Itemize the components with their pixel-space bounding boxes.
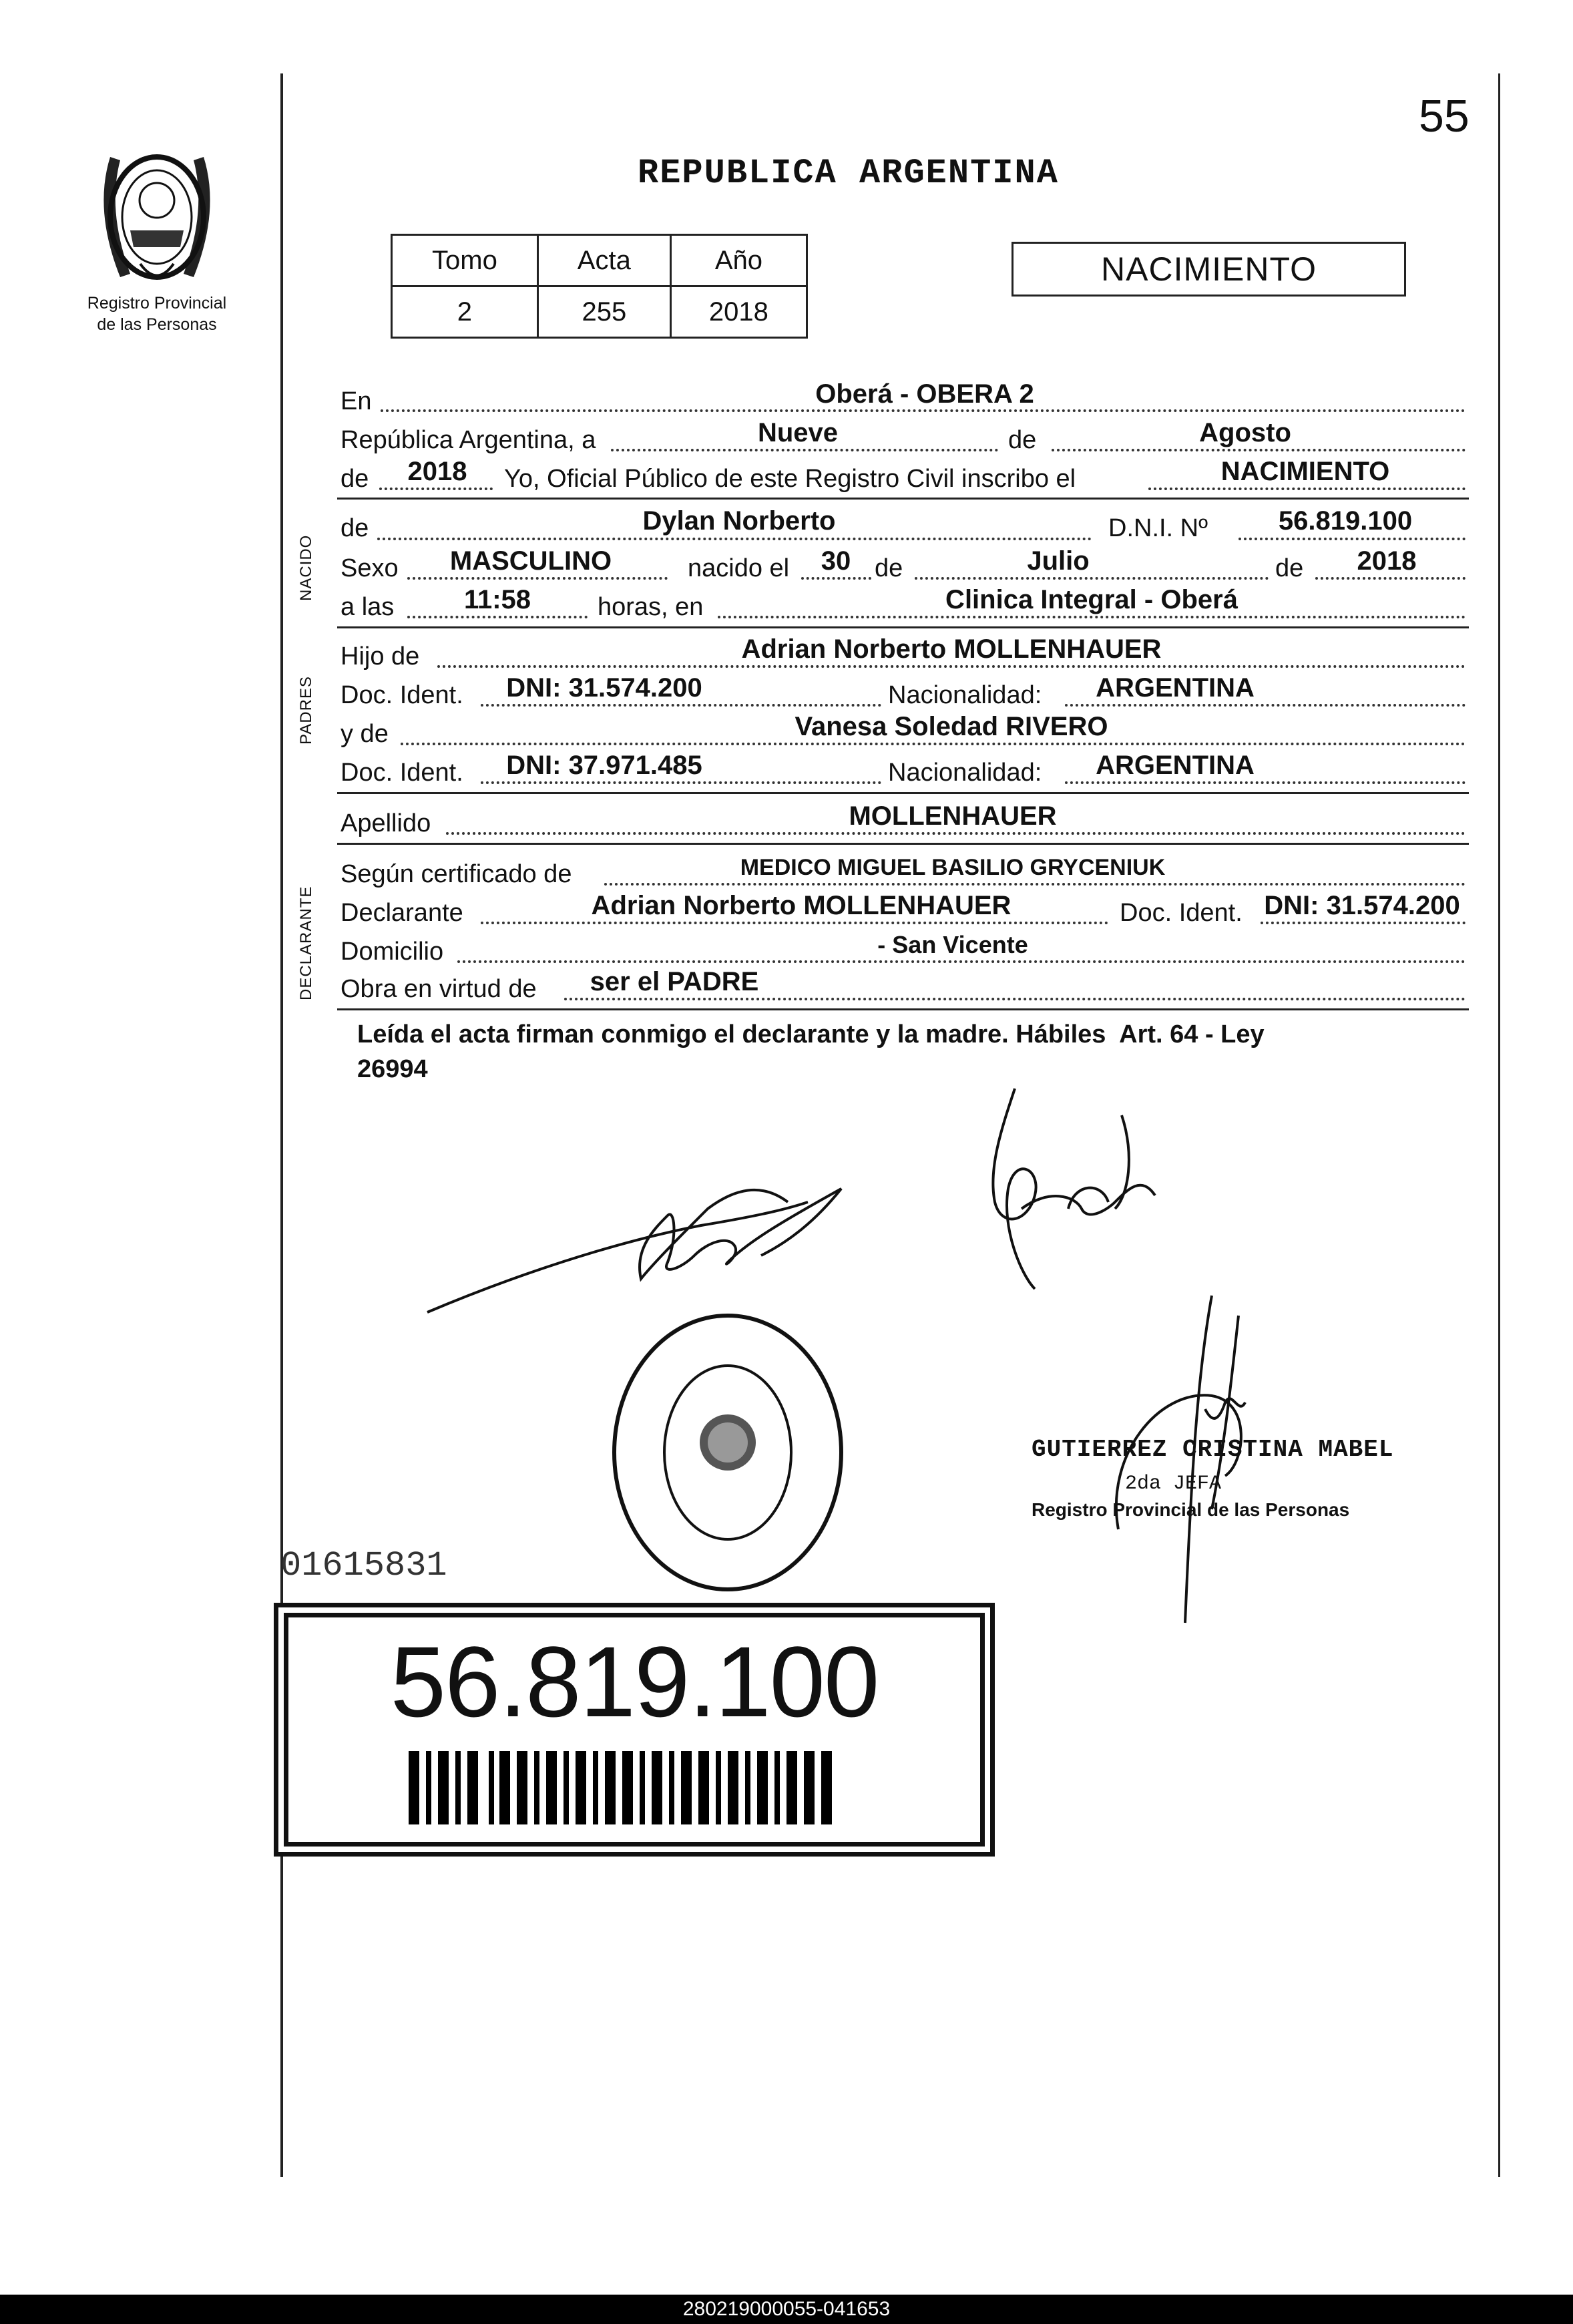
- day-value: Nueve: [757, 418, 839, 447]
- mother-name-value: Vanesa Soledad RIVERO: [795, 712, 1108, 741]
- logo-caption-line2: de las Personas: [97, 315, 217, 334]
- sticker-number: 56.819.100: [390, 1625, 879, 1738]
- mother-nat-dotted-line: [1065, 781, 1466, 784]
- nacido-de-label: de: [341, 514, 369, 542]
- de-label-1: de: [1008, 426, 1037, 454]
- horas-en-label: horas, en: [598, 593, 704, 621]
- inscribo-dotted-line: [1148, 488, 1466, 490]
- closing-text-line2: 26994: [357, 1055, 428, 1083]
- declarante-dni-value: DNI: 31.574.200: [1264, 891, 1460, 920]
- en-dotted-line: [381, 409, 1466, 412]
- en-value: Oberá - OBERA 2: [815, 379, 1034, 409]
- en-label: En: [341, 387, 372, 415]
- doc-type-box: [1012, 242, 1406, 297]
- child-name-value: Dylan Norberto: [642, 506, 836, 536]
- mother-doc-ident-label: Doc. Ident.: [341, 759, 463, 787]
- birth-month-dotted-line: [915, 577, 1269, 580]
- sexo-label: Sexo: [341, 554, 399, 582]
- father-name-value: Adrian Norberto MOLLENHAUER: [741, 634, 1162, 664]
- left-margin-line: [280, 73, 283, 2177]
- domicilio-label: Domicilio: [341, 938, 444, 966]
- father-nat-dotted-line: [1065, 704, 1466, 707]
- name-dotted-line: [377, 538, 1092, 540]
- place-dotted-line: [718, 616, 1466, 618]
- obra-value: ser el PADRE: [590, 967, 759, 996]
- page-title: REPUBLICA ARGENTINA: [638, 154, 1059, 193]
- official-name: GUTIERREZ CRISTINA MABEL: [1032, 1436, 1394, 1463]
- day-dotted-line: [611, 449, 998, 451]
- divider-apellido: [337, 843, 1469, 845]
- obra-dotted-line: [564, 998, 1466, 1000]
- certificado-label: Según certificado de: [341, 860, 572, 888]
- place-value: Clinica Integral - Oberá: [945, 585, 1238, 614]
- divider-declarante: [337, 1008, 1469, 1010]
- declarant-signature: [414, 1162, 881, 1322]
- birth-year-value: 2018: [1357, 546, 1417, 576]
- doc-type-label: NACIMIENTO: [1101, 250, 1317, 288]
- barcode-icon: [409, 1751, 836, 1824]
- obra-label: Obra en virtud de: [341, 975, 537, 1003]
- father-doc-ident-label: Doc. Ident.: [341, 681, 463, 709]
- official-role: 2da JEFA: [1125, 1473, 1222, 1495]
- domicilio-value: - San Vicente: [877, 931, 1028, 958]
- father-dni-value: DNI: 31.574.200: [506, 673, 702, 703]
- mother-dni-dotted-line: [481, 781, 881, 784]
- a-las-label: a las: [341, 593, 395, 621]
- birth-month-value: Julio: [1027, 546, 1090, 576]
- father-dotted-line: [437, 665, 1466, 668]
- table-header-anio: Año: [670, 235, 807, 286]
- declarante-doc-ident-label: Doc. Ident.: [1120, 899, 1243, 927]
- declarante-label: Declarante: [341, 899, 463, 927]
- apellido-value: MOLLENHAUER: [849, 801, 1057, 831]
- dni-label: D.N.I. Nº: [1108, 514, 1208, 542]
- nacido-de-label-2: de: [875, 554, 903, 582]
- mother-dni-value: DNI: 37.971.485: [506, 751, 702, 780]
- provincial-seal-icon: [80, 130, 234, 297]
- de-label-2: de: [341, 465, 369, 493]
- sexo-value: MASCULINO: [449, 546, 612, 576]
- id-sticker: [274, 1603, 995, 1857]
- footer-code: 280219000055-041653: [682, 2298, 891, 2320]
- declarante-dotted-line: [481, 922, 1108, 924]
- dni-dotted-line: [1239, 538, 1466, 540]
- birth-day-value: 30: [821, 546, 851, 576]
- section-label-declarante: DECLARANTE: [297, 886, 315, 1000]
- page-number: 55: [1419, 91, 1470, 142]
- year-dotted-line: [379, 488, 493, 490]
- child-dni-value: 56.819.100: [1278, 506, 1413, 536]
- mother-signature: [975, 1075, 1188, 1296]
- table-cell-anio: 2018: [670, 286, 807, 338]
- apellido-dotted-line: [446, 832, 1466, 835]
- year-value: 2018: [407, 457, 467, 486]
- declarante-dni-dotted-line: [1261, 922, 1466, 924]
- table-cell-tomo: 2: [392, 286, 538, 338]
- father-dni-dotted-line: [481, 704, 881, 707]
- table-cell-acta: 255: [537, 286, 670, 338]
- right-margin-line: [1498, 73, 1500, 2177]
- footer-bar: [0, 2295, 1573, 2324]
- certificado-dotted-line: [604, 883, 1466, 886]
- birth-year-dotted-line: [1315, 577, 1466, 580]
- certificado-value: MEDICO MIGUEL BASILIO GRYCENIUK: [740, 855, 1166, 880]
- y-de-label: y de: [341, 720, 389, 748]
- republica-label: República Argentina, a: [341, 426, 596, 454]
- father-nacionalidad-label: Nacionalidad:: [888, 681, 1042, 709]
- month-value: Agosto: [1199, 418, 1291, 447]
- hijo-de-label: Hijo de: [341, 642, 420, 670]
- logo: [80, 130, 234, 297]
- section-label-nacido: NACIDO: [297, 534, 315, 601]
- nacido-el-label: nacido el: [688, 554, 790, 582]
- hour-dotted-line: [407, 616, 588, 618]
- logo-caption-line1: Registro Provincial: [87, 294, 227, 313]
- mother-dotted-line: [401, 743, 1466, 745]
- acta-table: [391, 234, 808, 339]
- father-nat-value: ARGENTINA: [1096, 673, 1255, 703]
- table-header-tomo: Tomo: [392, 235, 538, 286]
- nacido-de-label-3: de: [1275, 554, 1304, 582]
- section-label-padres: PADRES: [297, 676, 315, 745]
- inscribo-text: Yo, Oficial Público de este Registro Civil inscribo el: [504, 465, 1076, 493]
- sexo-dotted-line: [407, 577, 668, 580]
- birth-day-dotted-line: [801, 577, 871, 580]
- divider-padres: [337, 792, 1469, 794]
- mother-nat-value: ARGENTINA: [1096, 751, 1255, 780]
- inscribo-value: NACIMIENTO: [1220, 457, 1390, 486]
- domicilio-dotted-line: [457, 960, 1466, 963]
- divider-header: [337, 498, 1469, 500]
- official-office: Registro Provincial de las Personas: [1032, 1499, 1350, 1520]
- declarante-value: Adrian Norberto MOLLENHAUER: [591, 891, 1012, 920]
- table-header-acta: Acta: [537, 235, 670, 286]
- divider-nacido: [337, 626, 1469, 628]
- month-dotted-line: [1052, 449, 1466, 451]
- serial-number: 01615831: [280, 1546, 447, 1585]
- registry-stamp: [604, 1309, 851, 1603]
- hour-value: 11:58: [463, 585, 531, 614]
- apellido-label: Apellido: [341, 809, 431, 837]
- mother-nacionalidad-label: Nacionalidad:: [888, 759, 1042, 787]
- closing-text-line1: Leída el acta firman conmigo el declarante y la madre. Hábiles Art. 64 - Ley: [357, 1020, 1265, 1048]
